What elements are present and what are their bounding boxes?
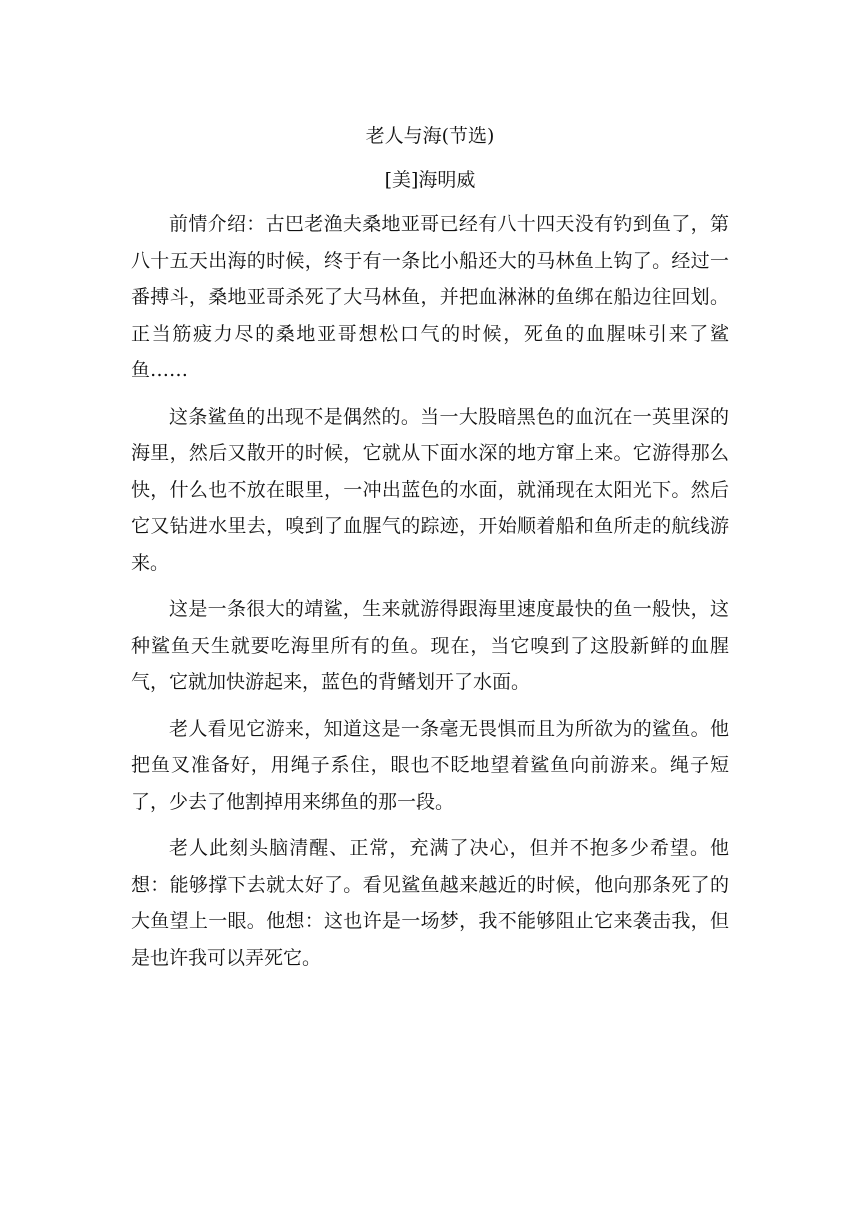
document-title: 老人与海(节选)	[365, 125, 495, 147]
paragraph: 老人此刻头脑清醒、正常，充满了决心，但并不抱多少希望。他想：能够撑下去就太好了。看见鲨鱼越来越近的时候，他向那条死了的大鱼望上一眼。他想：这也许是一场梦，我不能够阻止它来袭击我，但是也许我可以弄死它。	[131, 837, 729, 969]
paragraph-intro: 前情介绍：古巴老渔夫桑地亚哥已经有八十四天没有钓到鱼了，第八十五天出海的时候，终于有一条比小船还大的马林鱼上钩了。经过一番搏斗，桑地亚哥杀死了大马林鱼，并把血淋淋的鱼绑在船边往回划。正当筋疲力尽的桑地亚哥想松口气的时候，死鱼的血腥味引来了鲨鱼……	[131, 213, 729, 381]
document-body	[131, 206, 729, 976]
paragraph: 老人看见它游来，知道这是一条毫无畏惧而且为所欲为的鲨鱼。他把鱼叉准备好，用绳子系住，眼也不眨地望着鲨鱼向前游来。绳子短了，少去了他割掉用来绑鱼的那一段。	[131, 717, 729, 813]
paragraph: 这是一条很大的靖鲨，生来就游得跟海里速度最快的鱼一般快，这种鲨鱼天生就要吃海里所有的鱼。现在，当它嗅到了这股新鲜的血腥气，它就加快游起来，蓝色的背鳍划开了水面。	[131, 598, 729, 693]
author-line: [美]海明威	[384, 169, 476, 191]
paragraph: 这条鲨鱼的出现不是偶然的。当一大股暗黑色的血沉在一英里深的海里，然后又散开的时候，它就从下面水深的地方窜上来。它游得那么快，什么也不放在眼里，一冲出蓝色的水面，就涌现在太阳光下。然后它又钻进水里去，嗅到了血腥气的踪迹，开始顺着船和鱼所走的航线游来。	[131, 405, 729, 574]
